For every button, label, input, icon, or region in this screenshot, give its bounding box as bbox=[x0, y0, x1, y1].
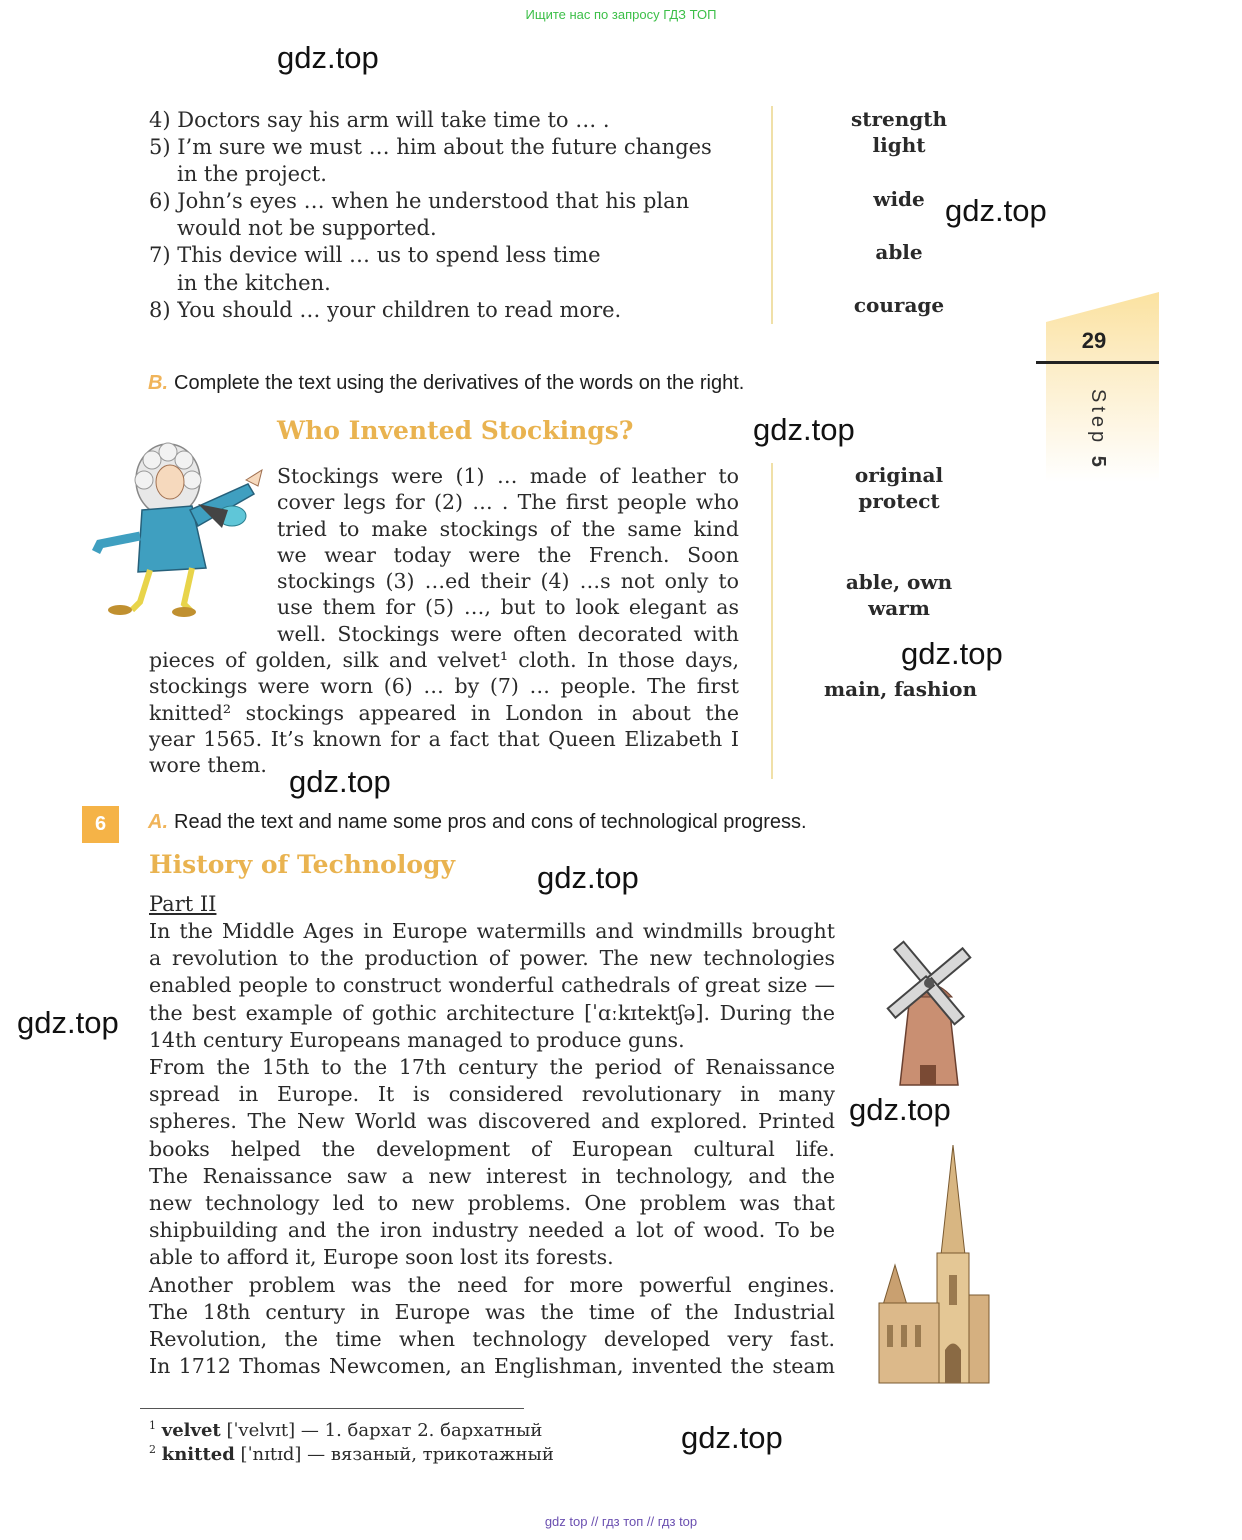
paragraph-line: Another problem was the need for more powerful engines. bbox=[149, 1272, 835, 1297]
stockings-paragraph-full bbox=[149, 647, 739, 778]
footnote-meaning: вязаный, трикотажный bbox=[330, 1444, 554, 1465]
watermark: gdz.top bbox=[17, 1005, 119, 1040]
column-divider bbox=[771, 106, 773, 324]
paragraph-line: stockings were worn (6) … by (7) … people. The first bbox=[149, 674, 739, 699]
word-wide: wide bbox=[873, 187, 925, 211]
footnote-2 bbox=[149, 1438, 554, 1467]
word-strength: strength bbox=[850, 107, 948, 131]
sentence-line: 5) I’m sure we must … him about the future changes bbox=[149, 135, 712, 159]
footnote-ipa: [ˈnɪtɪd] bbox=[240, 1444, 302, 1465]
paragraph-line: 14th century Europeans managed to produce guns. bbox=[149, 1027, 685, 1052]
word-protect: protect bbox=[858, 489, 940, 513]
paragraph-line: year 1565. It’s known for a fact that Queen Elizabeth I bbox=[149, 726, 739, 751]
paragraph-line: spheres. The New World was discovered and explored. Printed bbox=[149, 1109, 835, 1134]
step-label bbox=[1086, 389, 1109, 471]
paragraph-line: wore them. bbox=[149, 753, 267, 778]
step-number: 5 bbox=[1087, 455, 1109, 471]
exercise-6-instruction bbox=[148, 811, 807, 834]
paragraph-line: the best example of gothic architecture [ˈɑːkɪtektʃə]. During the bbox=[149, 1000, 835, 1025]
paragraph-line: stockings (3) …ed their (4) …s not only to bbox=[277, 569, 739, 594]
footnote-ipa: [ˈvelvɪt] bbox=[226, 1420, 296, 1441]
watermark: gdz.top bbox=[681, 1420, 783, 1455]
word-courage: courage bbox=[853, 293, 945, 317]
tab-divider bbox=[1036, 361, 1159, 364]
paragraph-line: knitted² stockings appeared in London in about the bbox=[149, 700, 739, 725]
paragraph-line: well. Stockings were often decorated with bbox=[277, 621, 739, 646]
technology-paragraph bbox=[149, 918, 835, 1380]
paragraph-line: use them for (5) …, but to look elegant as bbox=[277, 595, 739, 620]
watermark: gdz.top bbox=[753, 412, 855, 447]
footnote-word: knitted bbox=[161, 1444, 235, 1465]
paragraph-line: shipbuilding and the iron industry needed a lot of wood. To be bbox=[149, 1218, 835, 1243]
footnote-mark: 2 bbox=[149, 1443, 156, 1456]
paragraph-line: new technology led to new problems. One problem was that bbox=[149, 1191, 835, 1216]
footnote-separator: — bbox=[300, 1420, 319, 1441]
watermark: gdz.top bbox=[289, 764, 391, 799]
technology-title: History of Technology bbox=[149, 850, 456, 879]
paragraph-line: tried to make stockings of the same kind bbox=[277, 516, 739, 541]
exercise-number-badge: 6 bbox=[82, 806, 119, 843]
sentence-line: 7) This device will … us to spend less time bbox=[149, 243, 601, 267]
watermark: gdz.top bbox=[849, 1092, 951, 1127]
paragraph-line: The 18th century in Europe was the time of the Industrial bbox=[149, 1299, 835, 1324]
cathedral-illustration bbox=[865, 1145, 995, 1390]
footnote-rule bbox=[140, 1408, 524, 1409]
paragraph-line: Stockings were (1) … made of leather to bbox=[277, 464, 739, 488]
paragraph-line: In the Middle Ages in Europe watermills and windmills brought bbox=[149, 919, 835, 943]
task-b-instruction bbox=[148, 372, 744, 395]
watermark: gdz.top bbox=[901, 636, 1003, 671]
stockings-paragraph-wrapped bbox=[277, 463, 739, 647]
part-label: Part II bbox=[149, 892, 217, 916]
page-number: 29 bbox=[1081, 328, 1107, 353]
page-tab bbox=[1046, 292, 1159, 482]
paragraph-line: we wear today were the French. Soon bbox=[277, 542, 739, 567]
bottom-links[interactable]: gdz top // гдз топ // гдз top bbox=[544, 1514, 698, 1529]
word-original: original bbox=[854, 463, 944, 487]
paragraph-line: Revolution, the time when technology developed very fast. bbox=[149, 1327, 835, 1352]
step-word: Step bbox=[1087, 389, 1109, 447]
paragraph-line: The Renaissance saw a new interest in technology, and the bbox=[149, 1163, 835, 1188]
task-letter: B. bbox=[148, 372, 168, 394]
task-text: Complete the text using the derivatives of the words on the right. bbox=[174, 372, 745, 394]
paragraph-line: books helped the development of European cultural life. bbox=[149, 1136, 835, 1161]
paragraph-line: a revolution to the production of power. The new technologies bbox=[149, 946, 835, 971]
sentence-line: 6) John’s eyes … when he understood that his plan bbox=[149, 189, 690, 213]
task-text: Read the text and name some pros and cons of technological progress. bbox=[174, 811, 807, 833]
watermark: gdz.top bbox=[537, 860, 639, 895]
sentence-line: in the project. bbox=[177, 162, 327, 186]
word-main-fashion: main, fashion bbox=[824, 677, 978, 701]
nobleman-illustration bbox=[80, 440, 270, 620]
column-divider bbox=[771, 463, 773, 779]
footnote-meaning: 1. бархат 2. бархатный bbox=[324, 1420, 543, 1441]
paragraph-line: enabled people to construct wonderful cathedrals of great size — bbox=[149, 973, 835, 998]
word-warm: warm bbox=[868, 596, 930, 620]
watermark: gdz.top bbox=[945, 193, 1047, 228]
watermark: gdz.top bbox=[277, 40, 379, 75]
sentence-line: in the kitchen. bbox=[177, 271, 331, 295]
sentence-line: 4) Doctors say his arm will take time to … . bbox=[149, 108, 610, 132]
footnote-separator: — bbox=[307, 1444, 326, 1465]
footnote-mark: 1 bbox=[149, 1419, 156, 1432]
windmill-illustration bbox=[862, 915, 997, 1087]
word-able: able bbox=[875, 240, 923, 264]
word-able-own: able, own bbox=[845, 570, 953, 594]
stockings-title: Who Invented Stockings? bbox=[277, 416, 634, 445]
top-note: Ищите нас по запросу ГДЗ ТОП bbox=[525, 7, 717, 22]
sentence-line: 8) You should … your children to read more. bbox=[149, 298, 622, 322]
sentence-line: would not be supported. bbox=[177, 216, 437, 240]
paragraph-line: spread in Europe. It is considered revolutionary in many bbox=[149, 1082, 835, 1107]
footnote-word: velvet bbox=[161, 1420, 221, 1441]
task-letter: A. bbox=[148, 811, 168, 833]
paragraph-line: able to afford it, Europe soon lost its forests. bbox=[149, 1245, 614, 1270]
word-light: light bbox=[872, 133, 926, 157]
paragraph-line: From the 15th to the 17th century the period of Renaissance bbox=[149, 1055, 835, 1080]
paragraph-line: cover legs for (2) … . The first people who bbox=[277, 490, 739, 515]
paragraph-line: pieces of golden, silk and velvet¹ cloth. In those days, bbox=[149, 648, 739, 672]
paragraph-line: In 1712 Thomas Newcomen, an Englishman, invented the steam bbox=[149, 1354, 835, 1379]
